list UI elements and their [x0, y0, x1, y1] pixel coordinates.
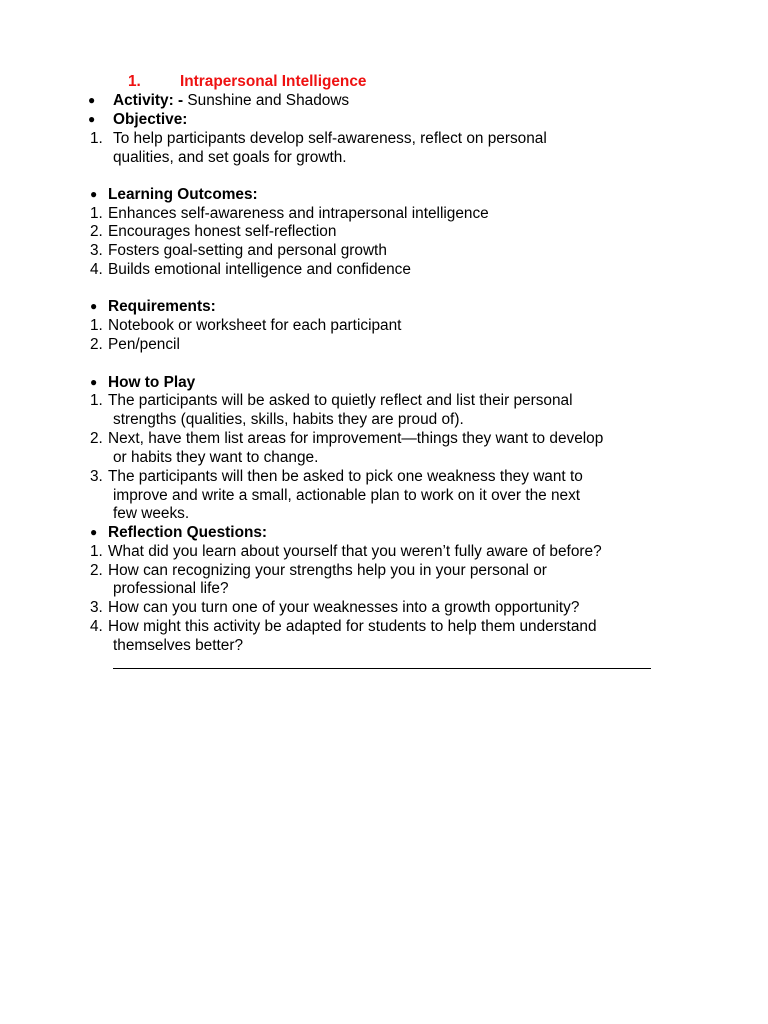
- how-to-play-label: How to Play: [108, 374, 196, 391]
- list-item-line: How might this activity be adapted for students to help them understand: [108, 618, 597, 635]
- list-item-line: qualities, and set goals for growth.: [113, 149, 347, 166]
- list-number: 3.: [90, 599, 103, 616]
- list-number: 3.: [90, 242, 103, 259]
- list-item-line: What did you learn about yourself that you weren’t fully aware of before?: [108, 543, 602, 560]
- list-item-line: professional life?: [113, 580, 229, 597]
- list-item-line: Encourages honest self-reflection: [108, 223, 337, 240]
- requirements-label: Requirements:: [108, 298, 216, 315]
- list-number: 1.: [90, 543, 103, 560]
- reflection-questions-label: Reflection Questions:: [108, 524, 268, 541]
- objective-label: Objective:: [113, 111, 188, 128]
- list-number: 1.: [90, 317, 103, 334]
- list-number: 1.: [90, 392, 103, 409]
- activity-label: Activity: -: [113, 92, 184, 109]
- list-number: 3.: [90, 468, 103, 485]
- list-number: 4.: [90, 618, 103, 635]
- list-item-line: or habits they want to change.: [113, 449, 319, 466]
- bullet-icon: ●: [90, 525, 98, 539]
- list-number: 1.: [90, 130, 103, 147]
- list-item-line: The participants will then be asked to pick one weakness they want to: [108, 468, 583, 485]
- list-item-line: Next, have them list areas for improvement—things they want to develop: [108, 430, 604, 447]
- list-number: 2.: [90, 223, 103, 240]
- activity-line: [113, 91, 349, 110]
- horizontal-rule: [113, 668, 651, 669]
- list-item-line: themselves better?: [113, 637, 244, 654]
- list-number: 2.: [90, 562, 103, 579]
- list-item-line: strengths (qualities, skills, habits they are proud of).: [113, 411, 464, 428]
- activity-value: Sunshine and Shadows: [183, 92, 350, 109]
- list-item-line: Notebook or worksheet for each participant: [108, 317, 402, 334]
- learning-outcomes-label: Learning Outcomes:: [108, 186, 258, 203]
- list-item-line: improve and write a small, actionable plan to work on it over the next: [113, 487, 581, 504]
- bullet-icon: ●: [88, 112, 96, 126]
- section-number: 1.: [128, 73, 141, 90]
- list-item-line: How can you turn one of your weaknesses into a growth opportunity?: [108, 599, 580, 616]
- list-item-line: few weeks.: [113, 505, 190, 522]
- list-number: 1.: [90, 205, 103, 222]
- list-number: 2.: [90, 336, 103, 353]
- list-item-line: Pen/pencil: [108, 336, 180, 353]
- bullet-icon: ●: [90, 375, 98, 389]
- list-item-line: Fosters goal-setting and personal growth: [108, 242, 387, 259]
- list-number: 2.: [90, 430, 103, 447]
- list-item-line: To help participants develop self-awareness, reflect on personal: [113, 130, 547, 147]
- list-item-line: Enhances self-awareness and intrapersonal intelligence: [108, 205, 489, 222]
- list-item-line: Builds emotional intelligence and confidence: [108, 261, 411, 278]
- list-number: 4.: [90, 261, 103, 278]
- bullet-icon: ●: [90, 187, 98, 201]
- section-title: Intrapersonal Intelligence: [180, 73, 367, 90]
- list-item-line: How can recognizing your strengths help you in your personal or: [108, 562, 547, 579]
- bullet-icon: ●: [88, 93, 96, 107]
- list-item-line: The participants will be asked to quietly reflect and list their personal: [108, 392, 573, 409]
- bullet-icon: ●: [90, 299, 98, 313]
